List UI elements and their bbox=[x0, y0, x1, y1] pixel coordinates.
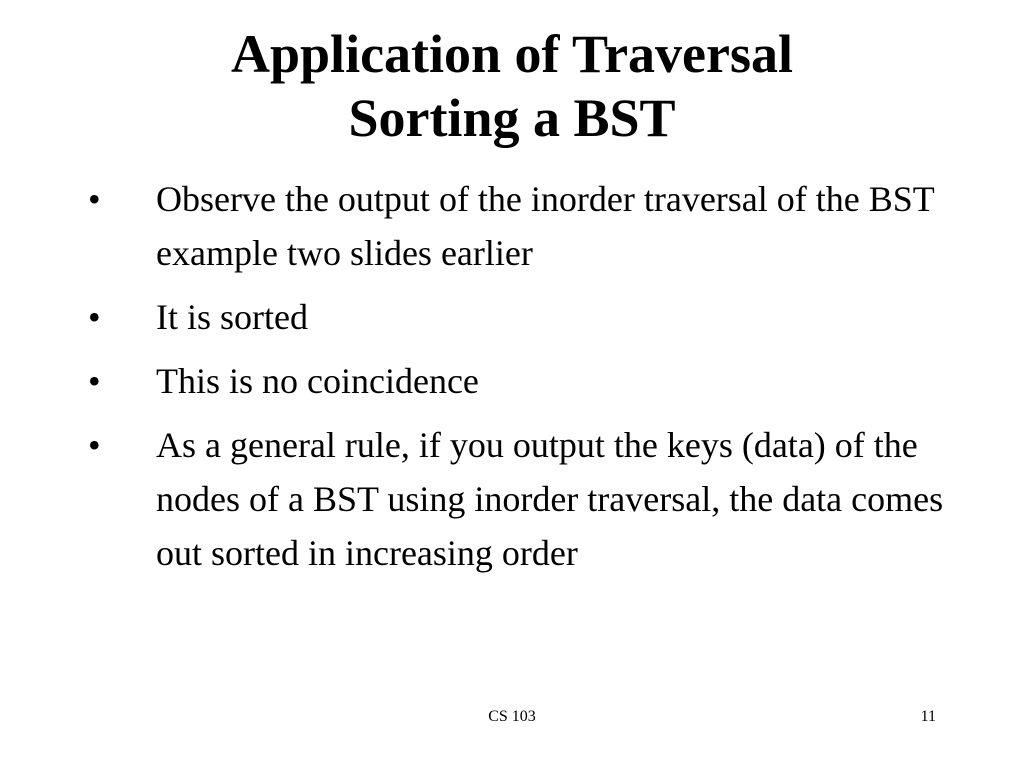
footer-course: CS 103 bbox=[488, 708, 536, 725]
footer-page-number: 11 bbox=[920, 708, 936, 725]
title-line-2: Sorting a BST bbox=[348, 88, 676, 148]
slide-title bbox=[0, 22, 1024, 150]
bullet-text: As a general rule, if you output the keys (data) of the nodes of a BST using inorder traversal, the data comes out sorted in increasing order bbox=[156, 425, 944, 573]
bullet-icon: • bbox=[88, 425, 101, 465]
bullet-item bbox=[0, 418, 1024, 580]
bullet-text: It is sorted bbox=[156, 297, 308, 337]
bullet-icon: • bbox=[88, 297, 101, 337]
bullet-item bbox=[0, 290, 1024, 344]
bullet-text: Observe the output of the inorder traversal of the BST example two slides earlier bbox=[156, 179, 935, 273]
bullet-item bbox=[0, 354, 1024, 408]
bullet-icon: • bbox=[88, 361, 101, 401]
title-line-1: Application of Traversal bbox=[231, 24, 793, 84]
bullet-item bbox=[0, 172, 1024, 280]
bullet-icon: • bbox=[88, 179, 101, 219]
bullet-text: This is no coincidence bbox=[156, 361, 479, 401]
bullet-list bbox=[0, 172, 1024, 590]
